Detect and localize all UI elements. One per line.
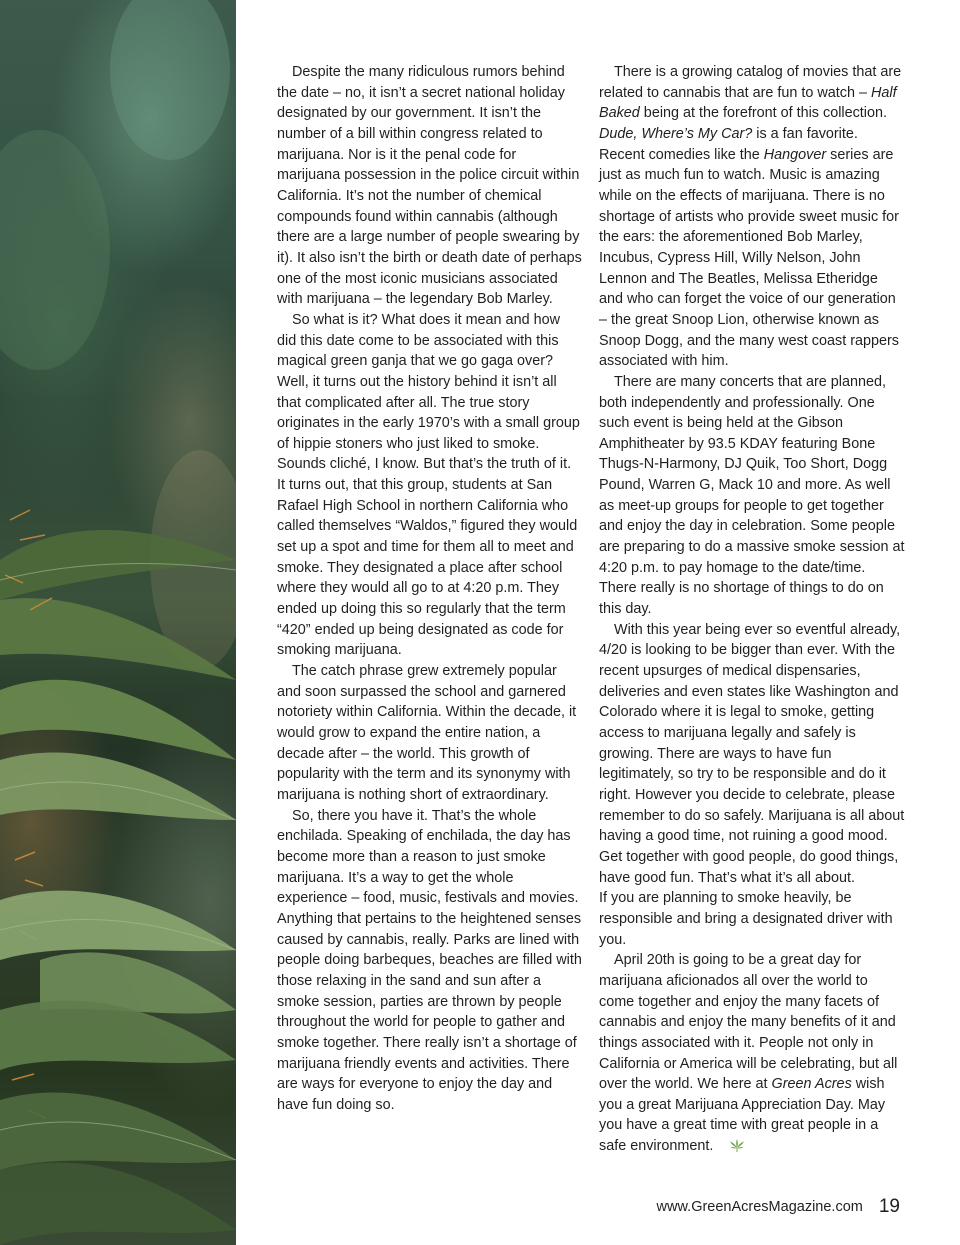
left-paragraph-4: So, there you have it. That’s the whole enchilada. Speaking of enchilada, the day has become more than a reason to just smoke marijuana. It’s a way to get the whole experience – food, music, festivals and movies. Anything that pertains to the heightened senses caused by cannabis, really. Parks are lined with people doing barbeques, beaches are filled with those relaxing in the sand and sun after a smoke session, parties are thrown by people throughout the world for people to gather and smoke together. There really isn’t a shortage of marijuana friendly events and activities. There are ways for everyone to enjoy the day and have fun doing so.: [277, 807, 582, 1113]
left-paragraph-2: So what is it? What does it mean and how did this date come to be associated with this magical green ganja that we go gaga over? Well, it turns out the history behind it isn’t all that complicated after all. The true story originates in the early 1970’s with a small group of hippie stoners who just liked to smoke. Sounds cliché, I know. But that’s the truth of it. It turns out, that this group, students at San Rafael High School in northern California who called themselves “Waldos,” figured they would set up a spot and time for them all to meet and smoke. They designated a place after school where they would all go to at 4:20 p.m. They ended up doing this so regularly that the term “420” ended up being designated as code for smoking marijuana.: [277, 311, 580, 659]
cannabis-leaf-illustration: [0, 0, 236, 1245]
text-run: April 20th is going to be a great day for marijuana aficionados all over the world to come together and enjoy the many facets of cannabis and enjoy the many benefits of it and things associated with it. People not only in California or America will be celebrating, but all over the world. We here at: [599, 952, 898, 1093]
text-run: wish you a great Marijuana Appreciation Day. May you have a great time with great people in a safe environment.: [599, 1076, 886, 1155]
magazine-name: Green Acres: [771, 1076, 852, 1093]
text-run: is a fan favorite. Recent comedies like the: [599, 125, 858, 163]
left-paragraph-1: Despite the many ridiculous rumors behind the date – no, it isn’t a secret national holiday designated by our government. It isn’t the number of a bill within congress related to marijuana. Nor is it the penal code for marijuana possession in the police circuit within California. It’s not the number of chemical compounds found within cannabis (although there are a large number of people swearing by it). It also isn’t the birth or death date of perhaps one of the most iconic musicians associated with marijuana – the legendary Bob Marley.: [277, 64, 582, 308]
right-paragraph-1: [599, 62, 905, 372]
leaf-end-mark-icon: [715, 1138, 744, 1159]
cannabis-leaf-photo: [0, 0, 236, 1245]
page-number: 19: [878, 1196, 900, 1217]
right-paragraph-3: With this year being ever so eventful already, 4/20 is looking to be bigger than ever. With the recent upsurges of medical dispensaries, deliveries and even states like Washington and Colorado where it is legal to smoke, getting access to marijuana legally and safely is growing. There are ways to have fun legitimately, so try to be responsible and do it right. However you decide to celebrate, please remember to do so safely. Marijuana is all about having a good time, not ruining a good mood. Get together with good people, do good things, have good fun. That’s what it’s all about.: [599, 621, 905, 886]
movie-title-dude-wheres-my-car: Dude, Where’s My Car?: [599, 125, 753, 142]
right-paragraph-5: [599, 950, 905, 1159]
article-left-column: [277, 62, 583, 1115]
movie-title-hangover: Hangover: [763, 146, 827, 163]
magazine-url: www.GreenAcresMagazine.com: [656, 1199, 863, 1215]
page-footer: [600, 1195, 900, 1219]
text-run: There is a growing catalog of movies that are related to cannabis that are fun to watch –: [599, 64, 902, 101]
left-paragraph-3: The catch phrase grew extremely popular and soon surpassed the school and garnered notoriety within California. Within the decade, it would grow to expand the entire nation, a decade after – the world. This growth of popularity with the term and its synonymy with marijuana is nothing short of extraordinary.: [277, 663, 577, 803]
text-run: series are just as much fun to watch. Music is amazing while on the effects of marijuana. There is no shortage of artists who provide sweet music for the ears: the aforementioned Bob Marley, Incubus, Cypress Hill, Willy Nelson, John Lennon and The Beatles, Melissa Etheridge and who can forget the voice of our generation – the great Snoop Lion, otherwise known as Snoop Dogg, and the many west coast rappers associated with him.: [599, 146, 899, 370]
right-paragraph-2: There are many concerts that are planned, both independently and professionally. One such event is being held at the Gibson Amphitheater by 93.5 KDAY featuring Bone Thugs-N-Harmony, DJ Quik, Too Short, Dogg Pound, Warren G, Mack 10 and more. As well as meet-up groups for people to get together and enjoy the day in celebration. Some people are preparing to do a massive smoke session at 4:20 p.m. to pay homage to the date/time. There really is no shortage of things to do on this day.: [599, 373, 905, 618]
article-right-column: [599, 62, 905, 1159]
text-run: being at the forefront of this collection.: [639, 105, 887, 122]
right-paragraph-4: If you are planning to smoke heavily, be responsible and bring a designated driver with you.: [599, 890, 893, 948]
movie-title-half-baked: Half Baked: [599, 84, 897, 122]
